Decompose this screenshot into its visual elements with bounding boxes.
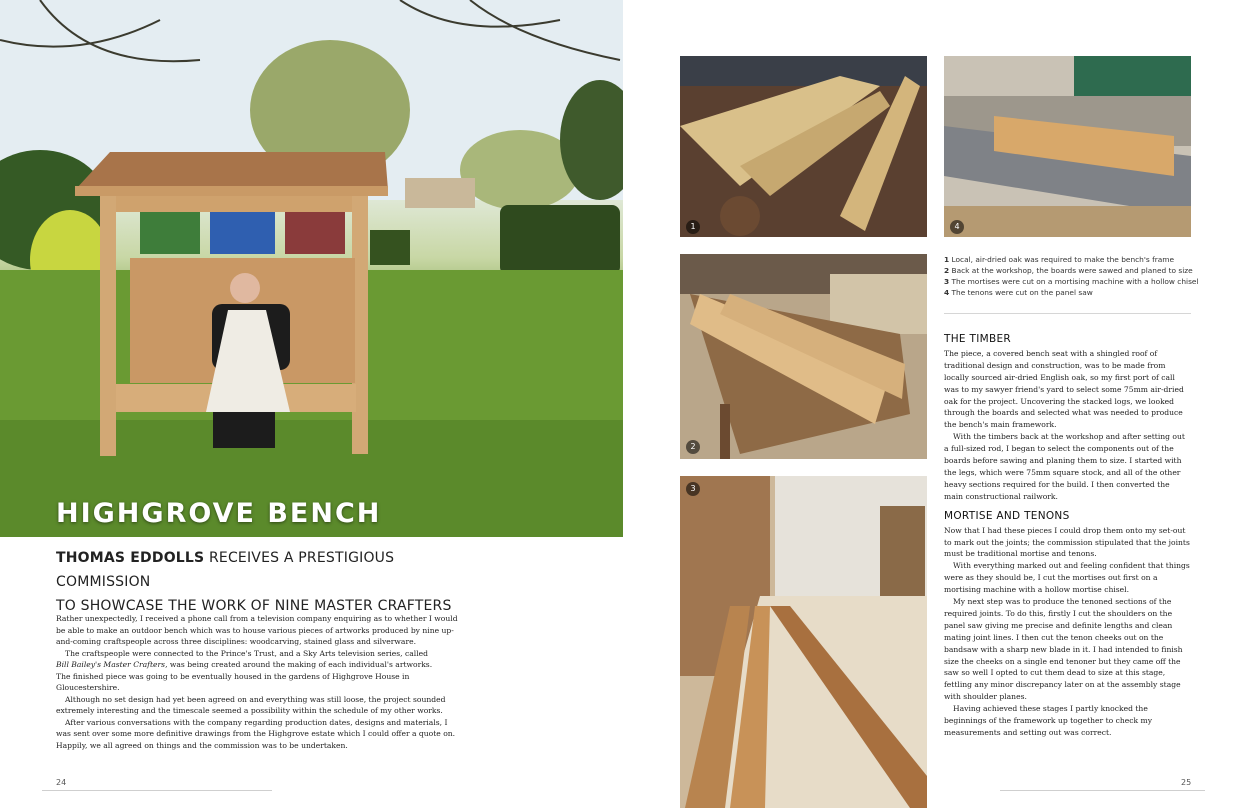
intro-paragraph: The finished piece was going to be eventually housed in the gardens of Highgrove House in Gloucestershire. [56, 671, 410, 692]
caption-text: The mortises were cut on a mortising machine with a hollow chisel [949, 277, 1199, 286]
hero-photo [0, 0, 623, 537]
section-heading-timber: THE TIMBER [944, 333, 1011, 345]
article-body [944, 334, 1191, 739]
body-paragraph: My next step was to produce the tenoned sections of the required joints. To do this, firstly I cut the shoulders on the panel saw giving me precise and definite lengths and clean mating joint lines. I then cut the tenon cheeks out on the bandsaw with a sharp new blade in it. I had intended to finish size the cheeks on a single end tenoner but they came off the saw so well I opted to cut them dead to size at this stage, fettling any minor discrepancy later on at the assembly stage with shoulder planes. [944, 597, 1183, 702]
caption-item [944, 276, 1199, 287]
footer-rule [42, 790, 272, 791]
photo-number-badge: 3 [686, 482, 700, 496]
standfirst-line2: TO SHOWCASE THE WORK OF NINE MASTER CRAFTERS [56, 598, 452, 614]
photo-4 [944, 56, 1191, 237]
caption-text: The tenons were cut on the panel saw [949, 288, 1093, 297]
photo-number-badge: 1 [686, 220, 700, 234]
caption-text: Back at the workshop, the boards were sawed and planed to size [949, 266, 1193, 275]
caption-text: Local, air-dried oak was required to make the bench's frame [949, 255, 1175, 264]
caption-item [944, 265, 1194, 276]
page-number-left: 24 [56, 778, 67, 787]
caption-rule [944, 313, 1191, 314]
standfirst-line1: RECEIVES A PRESTIGIOUS COMMISSION [56, 550, 395, 590]
body-paragraph: Having achieved these stages I partly knocked the beginnings of the framework up together to check my measurements and setting out was correct. [944, 704, 1153, 737]
section-heading-mortise: MORTISE AND TENONS [944, 509, 1070, 522]
standfirst [56, 546, 476, 618]
show-title: Bill Bailey's Master Crafters [56, 660, 166, 669]
intro-paragraph: Rather unexpectedly, I received a phone call from a television company enquiring as to whether I would be able to make an outdoor bench which was to house various pieces of artworks produced by nine up-and-coming craftspeople across three disciplines: woodcarving, stained glass and silverware. [56, 614, 458, 646]
intro-paragraph: After various conversations with the company regarding production dates, designs and materials, I was sent over some more definitive drawings from the Highgrove estate which I could offer a quote on. Happily, we all agreed on things and the commission was to be undertaken. [56, 717, 456, 750]
intro-paragraph [56, 648, 461, 660]
photo-2 [680, 254, 927, 459]
article-title: HIGHGROVE BENCH [56, 498, 382, 529]
photo-number-badge: 4 [950, 220, 964, 234]
intro-text [56, 613, 461, 751]
photo-captions [944, 254, 1199, 298]
intro-paragraph [56, 659, 461, 671]
body-paragraph: With the timbers back at the workshop and after setting out a full-sized rod, I began to select the components out of the boards before sawing and planing them to size. I started with the legs, which were 75mm square stock, and all of the other heavy sections required for the build. I then converted the main constructional railwork. [944, 432, 1185, 501]
photo-3 [680, 476, 927, 808]
caption-item [944, 254, 1194, 265]
page-number-right: 25 [1181, 778, 1192, 787]
body-paragraph: With everything marked out and feeling confident that things were as they should be, I cut the mortises out first on a mortising machine with a hollow mortise chisel. [944, 561, 1190, 595]
body-paragraph: Now that I had these pieces I could drop them onto my set-out to mark out the joints; the commission stipulated that the joints must be traditional mortise and tenons. [944, 525, 1190, 559]
photo-number-badge: 2 [686, 440, 700, 454]
body-paragraph: The piece, a covered bench seat with a shingled roof of traditional design and construction, was to be made from locally sourced air-dried English oak, so my first port of call was to my sawyer friend's yard to select some 75mm air-dried oak for the project. Uncovering the stacked logs, we looked through the boards and selected what was needed to produce the bench's main framework. [944, 348, 1184, 430]
caption-number: 4 [944, 288, 950, 297]
intro-paragraph: Although no set design had yet been agreed on and everything was still loose, the project sounded extremely interesting and the timescale seemed a possibility within the schedule of my other works. [56, 694, 446, 715]
caption-number: 3 [944, 277, 950, 286]
garden-bench-illustration [0, 0, 623, 537]
footer-rule [1000, 790, 1205, 791]
caption-number: 1 [944, 255, 950, 264]
photo-1 [680, 56, 927, 237]
caption-number: 2 [944, 266, 950, 275]
intro-text-span: , was being created around the making of each individual's artworks. [165, 660, 433, 669]
caption-item [944, 287, 1194, 298]
intro-text-span: The craftspeople were connected to the Prince's Trust, and a Sky Arts television series, called [65, 648, 428, 658]
author-name: THOMAS EDDOLLS [56, 550, 205, 566]
